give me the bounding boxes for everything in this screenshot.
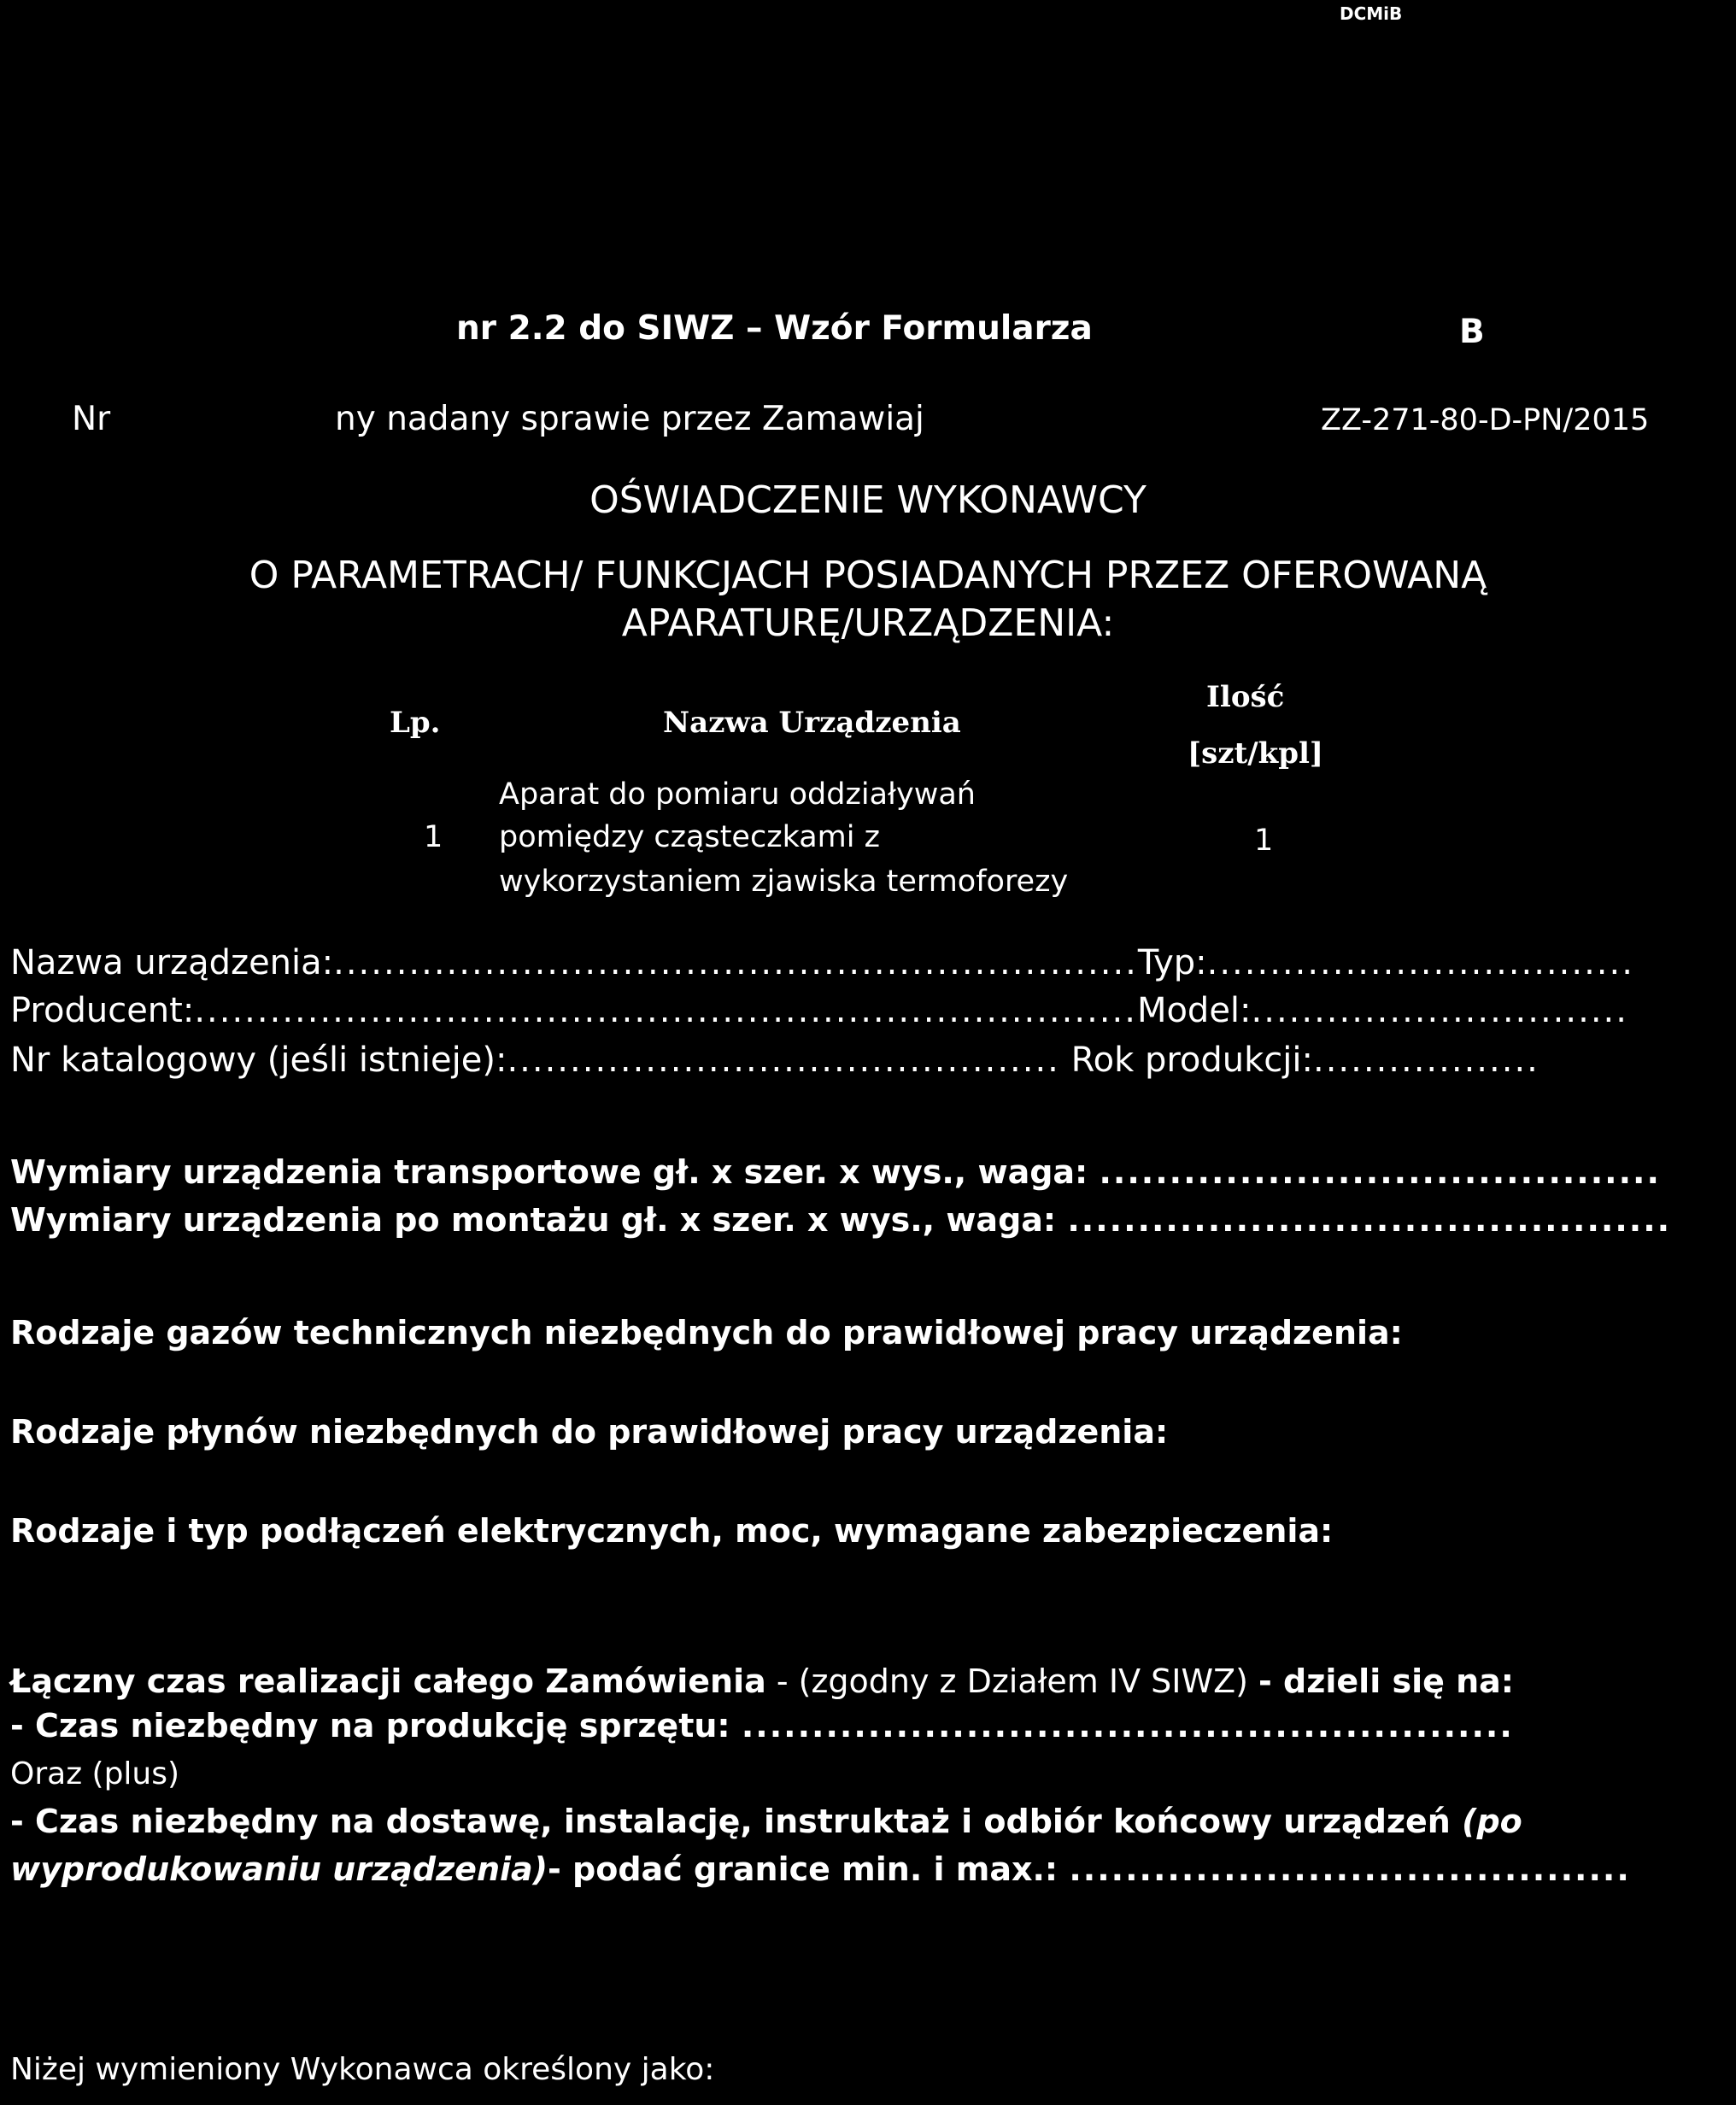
form-reference: nr 2.2 do SIWZ – Wzór Formularza	[456, 309, 1093, 348]
field-year-dots: ..................	[1313, 1041, 1540, 1080]
field-catalog	[10, 1041, 1540, 1080]
title-line-1: OŚWIADCZENIE WYKONAWCY	[589, 478, 1147, 522]
field-device-name-dots: ................................................................	[333, 943, 1138, 982]
time-delivery-range: - podać granice min. i max.:	[548, 1850, 1059, 1888]
field-fluids: Rodzaje płynów niezbędnych do prawidłowej pracy urządzenia:	[10, 1413, 1169, 1451]
footer-text: Niżej wymieniony Wykonawca określony jako:	[10, 2052, 715, 2087]
time-delivery-italic-2: wyprodukowaniu urządzenia)	[10, 1850, 548, 1888]
time-production	[10, 1707, 1514, 1744]
field-transport-dimensions	[10, 1153, 1661, 1191]
field-gases: Rodzaje gazów technicznych niezbędnych do prawidłowej pracy urządzenia:	[10, 1314, 1403, 1352]
column-header-lp: Lp.	[390, 706, 441, 740]
field-model-dots: ..............................	[1251, 991, 1628, 1030]
field-electrical: Rodzaje i typ podłączeń elektrycznych, moc, wymagane zabezpieczenia:	[10, 1512, 1334, 1550]
field-producer	[10, 991, 1628, 1030]
field-installed-dots: ...........................................	[1067, 1201, 1672, 1239]
column-header-name: Nazwa Urządzenia	[663, 706, 961, 740]
row-name-line-2: pomiędzy cząsteczkami z	[499, 820, 880, 854]
time-production-dots: .......................................................	[741, 1707, 1514, 1744]
time-production-label: - Czas niezbędny na produkcję sprzętu:	[10, 1707, 730, 1744]
row-name-line-3: wykorzystaniem zjawiska termoforezy	[499, 865, 1069, 899]
row-name-line-1: Aparat do pomiaru oddziaływań	[499, 777, 976, 812]
time-total-tail: - dzieli się na:	[1258, 1662, 1514, 1700]
form-reference-suffix: B	[1459, 313, 1485, 351]
case-number: ZZ-271-80-D-PN/2015	[1321, 403, 1650, 437]
field-device-name-label: Nazwa urządzenia:	[10, 943, 334, 982]
field-device-name	[10, 943, 1634, 982]
field-transport-dots: ........................................	[1099, 1153, 1661, 1191]
time-total-bold: Łączny czas realizacji całego Zamówienia	[10, 1662, 766, 1700]
title-line-2: O PARAMETRACH/ FUNKCJACH POSIADANYCH PRZEZ OFEROWANĄ	[249, 554, 1487, 597]
case-label-mid: ny nadany sprawie przez Zamawiaj	[335, 400, 924, 438]
field-producer-dots: ...........................................................................	[194, 991, 1137, 1030]
field-installed-label: Wymiary urządzenia po montażu gł. x szer. x wys., waga:	[10, 1201, 1057, 1239]
title-line-3: APARATURĘ/URZĄDZENIA:	[621, 601, 1115, 645]
time-delivery-text: - Czas niezbędny na dostawę, instalację, instruktaż i odbiór końcowy urządzeń	[10, 1803, 1451, 1840]
time-plus: Oraz (plus)	[10, 1756, 180, 1791]
field-catalog-dots: ............................................	[507, 1041, 1060, 1080]
field-catalog-label: Nr katalogowy (jeśli istnieje):	[10, 1041, 507, 1080]
time-delivery-dots: ........................................	[1069, 1850, 1631, 1888]
time-delivery-line-1	[10, 1803, 1522, 1840]
column-header-qty-unit: [szt/kpl]	[1188, 736, 1323, 771]
field-type-dots: ..................................	[1206, 943, 1634, 982]
field-transport-label: Wymiary urządzenia transportowe gł. x szer. x wys., waga:	[10, 1153, 1088, 1191]
field-type-label: Typ:	[1137, 943, 1207, 982]
column-header-qty: Ilość	[1206, 680, 1285, 714]
time-total-normal: - (zgodny z Działem IV SIWZ)	[776, 1662, 1248, 1700]
field-producer-label: Producent:	[10, 991, 195, 1030]
row-qty: 1	[1254, 824, 1274, 858]
time-total	[10, 1662, 1514, 1700]
time-delivery-line-2	[10, 1850, 1631, 1888]
top-mark: DCMiB	[1340, 3, 1403, 24]
time-delivery-italic-1: (po	[1462, 1803, 1522, 1840]
field-installed-dimensions	[10, 1201, 1671, 1239]
row-lp: 1	[424, 820, 443, 854]
case-label-left: Nr	[72, 400, 111, 438]
field-model-label: Model:	[1136, 991, 1252, 1030]
field-year-label: Rok produkcji:	[1070, 1041, 1313, 1080]
